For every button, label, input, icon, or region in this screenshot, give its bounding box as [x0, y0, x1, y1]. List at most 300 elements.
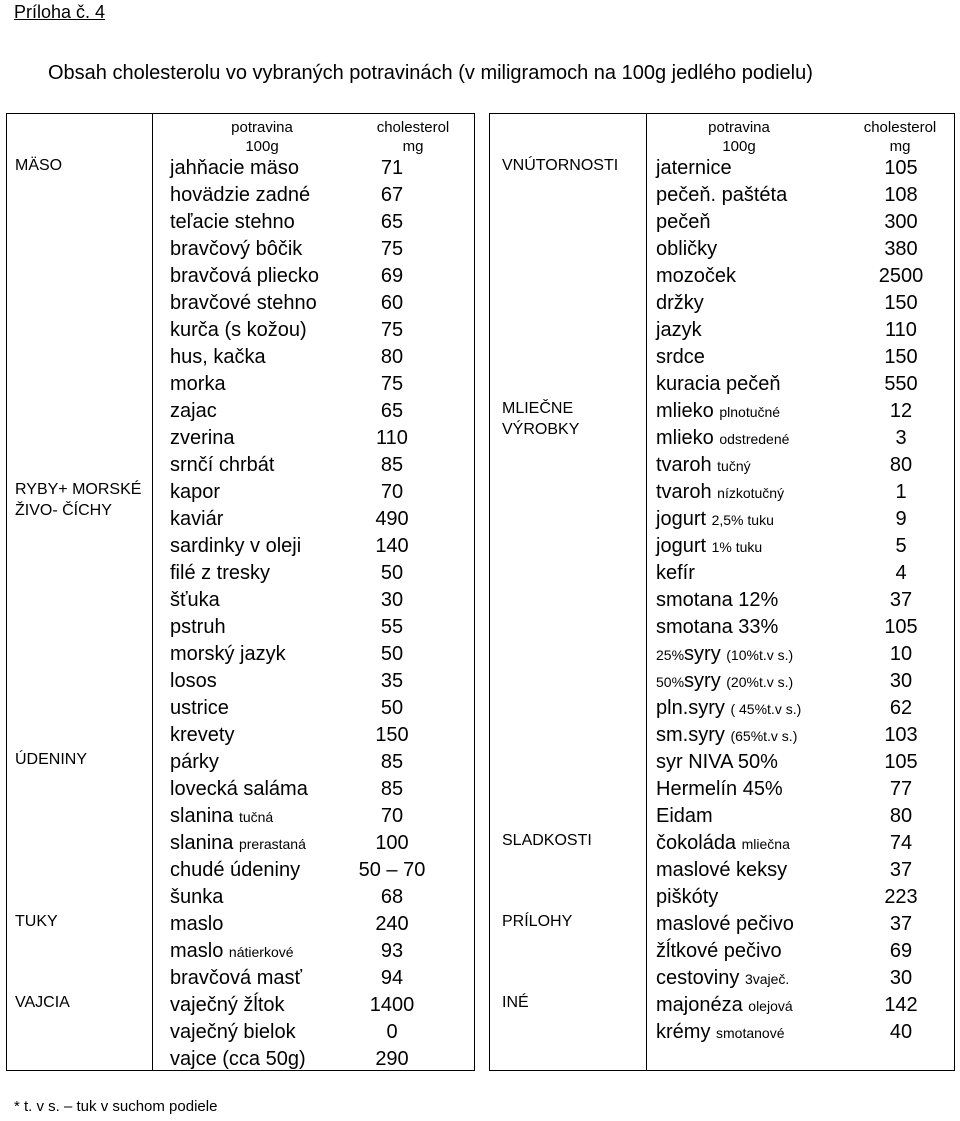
table-row [490, 452, 954, 479]
table-row [7, 317, 474, 344]
table-row [7, 479, 474, 506]
table-row [7, 614, 474, 641]
food-qualifier: ( 45%t.v s.) [730, 701, 802, 717]
cholesterol-value: 75 [380, 319, 404, 341]
food-name [656, 614, 778, 641]
category-label: INÉ [502, 994, 529, 1011]
cholesterol-value: 150 [375, 724, 409, 746]
cholesterol-value: 105 [884, 751, 918, 773]
food-qualifier: 3vaječ. [744, 971, 790, 987]
cholesterol-value: 142 [884, 994, 918, 1016]
category-label: TUKY [15, 913, 58, 930]
food-name [170, 992, 285, 1019]
cholesterol-value: 80 [889, 805, 913, 827]
table-row [7, 506, 474, 533]
food-name [170, 344, 266, 371]
table-row [490, 236, 954, 263]
food-name-text: piškóty [656, 886, 719, 908]
food-name [656, 668, 793, 696]
cholesterol-value: 85 [380, 778, 404, 800]
food-prefix: 25% [656, 647, 685, 663]
food-name [170, 425, 234, 452]
table-row [490, 209, 954, 236]
cholesterol-value: 103 [884, 724, 918, 746]
food-name-text: krémy [656, 1021, 711, 1043]
table-row [7, 1046, 474, 1073]
cholesterol-value: 240 [375, 913, 409, 935]
table-row [7, 344, 474, 371]
cholesterol-value: 50 [380, 643, 404, 665]
cholesterol-value: 3 [895, 427, 907, 449]
table-row [7, 155, 474, 182]
table-row [7, 1019, 474, 1046]
header-chol-line1: cholesterol [376, 119, 450, 136]
food-name-text: mlieko [656, 427, 714, 449]
food-name [656, 911, 794, 938]
food-name-text: párky [170, 751, 219, 773]
food-name-text: vajce (cca 50g) [170, 1048, 306, 1070]
cholesterol-value: 0 [386, 1021, 398, 1043]
table-row [490, 803, 954, 830]
table-row [7, 182, 474, 209]
food-name [656, 236, 717, 263]
food-name [656, 506, 774, 534]
food-name [170, 398, 217, 425]
table-row [490, 668, 954, 695]
food-name [656, 209, 711, 236]
food-name [170, 263, 319, 290]
food-name [170, 1046, 306, 1073]
table-row [7, 938, 474, 965]
table-row [7, 884, 474, 911]
table-row [7, 452, 474, 479]
food-name [170, 371, 226, 398]
table-row [490, 263, 954, 290]
food-name-text: obličky [656, 238, 718, 260]
cholesterol-value: 67 [380, 184, 404, 206]
table-row [7, 533, 474, 560]
food-name [656, 884, 718, 911]
cholesterol-value: 65 [380, 211, 404, 233]
food-name [170, 695, 229, 722]
table-row [490, 857, 954, 884]
table-row [490, 290, 954, 317]
food-name [170, 776, 308, 803]
cholesterol-value: 55 [380, 616, 404, 638]
food-name [656, 776, 783, 803]
cholesterol-value: 10 [889, 643, 913, 665]
food-name-text: zverina [170, 427, 235, 449]
table-row [490, 425, 954, 452]
food-name [656, 263, 736, 290]
food-name-text: kapor [170, 481, 221, 503]
category-label: MÄSO [15, 157, 63, 174]
page-title: Obsah cholesterolu vo vybraných potravinách (v miligramoch na 100g jedlého podielu) [48, 62, 813, 84]
table-row [490, 614, 954, 641]
table-row [490, 155, 954, 182]
food-name [656, 344, 705, 371]
cholesterol-value: 30 [889, 670, 913, 692]
table-row [490, 938, 954, 965]
food-name-text: ustrice [170, 697, 229, 719]
food-name-text: tvaroh [656, 454, 712, 476]
food-name-text: srdce [656, 346, 705, 368]
food-qualifier: 1% tuku [711, 539, 763, 555]
cholesterol-value: 80 [380, 346, 404, 368]
cholesterol-value: 2500 [878, 265, 924, 287]
food-name [170, 182, 310, 209]
food-name-text: morský jazyk [170, 643, 286, 665]
header-cholesterol [850, 118, 950, 156]
header-food [689, 118, 789, 156]
footnote: * t. v s. – tuk v suchom podiele [14, 1098, 218, 1115]
cholesterol-value: 110 [376, 427, 408, 449]
table-row [490, 560, 954, 587]
food-name-text: maslo [170, 913, 224, 935]
cholesterol-value: 30 [380, 589, 404, 611]
food-name [170, 452, 274, 479]
left-table [6, 113, 475, 1071]
food-name-text: žĺtkové pečivo [656, 940, 782, 962]
table-row [7, 965, 474, 992]
header-food-line2: 100g [245, 138, 279, 155]
table-row [490, 722, 954, 749]
table-row [7, 992, 474, 1019]
cholesterol-value: 5 [895, 535, 907, 557]
table-row [7, 830, 474, 857]
cholesterol-value: 70 [380, 805, 404, 827]
table-row [7, 857, 474, 884]
food-name-text: slanina [170, 805, 234, 827]
cholesterol-value: 75 [380, 238, 404, 260]
food-name-text: smotana 33% [656, 616, 779, 638]
food-prefix: 50% [656, 674, 685, 690]
food-name [170, 209, 295, 236]
cholesterol-value: 62 [889, 697, 913, 719]
food-qualifier: nízkotučný [717, 485, 785, 501]
food-name-text: sm.syry [656, 724, 725, 746]
table-row [490, 344, 954, 371]
food-name-text: kaviár [170, 508, 224, 530]
food-name [656, 425, 789, 453]
table-row [490, 1019, 954, 1046]
food-name-text: šunka [170, 886, 224, 908]
food-qualifier: tučná [238, 809, 274, 825]
food-qualifier: prerastaná [238, 836, 306, 852]
food-name-text: bravčový bôčik [170, 238, 303, 260]
food-name-text: pečeň. paštéta [656, 184, 788, 206]
food-name-text: morka [170, 373, 226, 395]
cholesterol-value: 9 [895, 508, 907, 530]
table-row [490, 965, 954, 992]
food-name [656, 398, 780, 426]
food-name-text: filé z tresky [170, 562, 271, 584]
table-row [490, 317, 954, 344]
food-name-text: krevety [170, 724, 235, 746]
food-name [170, 857, 300, 884]
cholesterol-value: 77 [889, 778, 913, 800]
table-row [490, 884, 954, 911]
table-row [7, 911, 474, 938]
cholesterol-value: 93 [380, 940, 404, 962]
food-name-text: bravčová masť [170, 967, 302, 989]
food-name [170, 506, 223, 533]
table-row [7, 263, 474, 290]
food-name [656, 182, 787, 209]
food-name-text: syry [684, 643, 721, 665]
food-name-text: pln.syry [656, 697, 725, 719]
cholesterol-value: 50 [380, 697, 404, 719]
food-qualifier: mliečna [741, 836, 790, 852]
table-row [7, 641, 474, 668]
food-name [170, 533, 301, 560]
food-qualifier: (20%t.v s.) [726, 674, 794, 690]
food-name-text: bravčové stehno [170, 292, 317, 314]
food-name-text: teľacie stehno [170, 211, 295, 233]
cholesterol-value: 37 [889, 859, 913, 881]
food-name-text: majonéza [656, 994, 743, 1016]
food-name-text: jaternice [656, 157, 732, 179]
food-qualifier: (10%t.v s.) [726, 647, 794, 663]
table-row [7, 695, 474, 722]
table-row [7, 209, 474, 236]
table-row [7, 722, 474, 749]
table-row [490, 371, 954, 398]
food-name [170, 479, 220, 506]
table-row [490, 776, 954, 803]
food-name-text: maslové keksy [656, 859, 788, 881]
food-name [170, 641, 286, 668]
food-name [656, 965, 789, 993]
food-name-text: tvaroh [656, 481, 712, 503]
cholesterol-value: 12 [889, 400, 913, 422]
table-row [7, 776, 474, 803]
cholesterol-value: 68 [380, 886, 404, 908]
food-name [656, 749, 778, 776]
category-label: ÚDENINY [15, 751, 88, 768]
food-name [656, 155, 732, 182]
food-name-text: srnčí chrbát [170, 454, 275, 476]
cholesterol-value: 105 [884, 616, 918, 638]
food-name [656, 938, 782, 965]
table-row [490, 479, 954, 506]
header-food-line1: potravina [708, 119, 770, 136]
food-name [170, 614, 226, 641]
table-row [7, 560, 474, 587]
header-cholesterol [363, 118, 463, 156]
food-name [170, 803, 273, 831]
food-name-text: slanina [170, 832, 234, 854]
food-name [656, 371, 781, 398]
table-row [7, 587, 474, 614]
table-row [7, 236, 474, 263]
food-name-text: vaječný žĺtok [170, 994, 285, 1016]
cholesterol-value: 108 [884, 184, 918, 206]
food-name-text: Hermelín 45% [656, 778, 783, 800]
food-name [170, 830, 306, 858]
food-name-text: bravčová pliecko [170, 265, 319, 287]
cholesterol-value: 94 [380, 967, 404, 989]
food-name [656, 641, 793, 669]
food-qualifier: tučný [717, 458, 751, 474]
food-name [656, 452, 751, 480]
cholesterol-value: 85 [380, 454, 404, 476]
food-name-text: šťuka [170, 589, 220, 611]
food-name-text: mlieko [656, 400, 714, 422]
food-name-text: jogurt [656, 535, 707, 557]
food-qualifier: plnotučné [719, 404, 781, 420]
table-row [490, 506, 954, 533]
food-name-text: lovecká saláma [170, 778, 308, 800]
table-row [7, 398, 474, 425]
food-name [656, 1019, 785, 1047]
food-name-text: vaječný bielok [170, 1021, 296, 1043]
food-name [656, 830, 790, 858]
cholesterol-value: 75 [380, 373, 404, 395]
food-name-text: syr NIVA 50% [656, 751, 778, 773]
cholesterol-value: 69 [889, 940, 913, 962]
food-name [656, 857, 787, 884]
food-name [170, 668, 217, 695]
header-food-line1: potravina [231, 119, 293, 136]
food-name-text: losos [170, 670, 217, 692]
header-chol-line2: mg [402, 138, 424, 155]
category-label: VAJCIA [15, 994, 70, 1011]
table-row [490, 992, 954, 1019]
table-row [490, 587, 954, 614]
cholesterol-value: 380 [884, 238, 918, 260]
cholesterol-value: 65 [380, 400, 404, 422]
table-row [490, 830, 954, 857]
cholesterol-value: 60 [380, 292, 404, 314]
cholesterol-value: 105 [884, 157, 918, 179]
table-row [7, 425, 474, 452]
food-name [170, 587, 220, 614]
food-name-text: čokoláda [656, 832, 737, 854]
right-table [489, 113, 955, 1071]
food-name [170, 290, 317, 317]
food-name [170, 155, 299, 182]
food-name [170, 722, 234, 749]
category-label: MLIEČNE VÝROBKY [502, 400, 580, 438]
cholesterol-value: 70 [380, 481, 404, 503]
food-name-text: maslové pečivo [656, 913, 794, 935]
header-chol-line1: cholesterol [863, 119, 937, 136]
food-name-text: maslo [170, 940, 224, 962]
cholesterol-value: 50 [380, 562, 404, 584]
food-qualifier: smotanové [716, 1025, 785, 1041]
food-qualifier: odstredené [719, 431, 790, 447]
food-name-text: cestoviny [656, 967, 740, 989]
food-name [656, 695, 801, 723]
category-label: PRÍLOHY [502, 913, 573, 930]
food-name-text: kefír [656, 562, 695, 584]
cholesterol-value: 140 [375, 535, 409, 557]
cholesterol-value: 150 [884, 292, 918, 314]
food-name-text: jogurt [656, 508, 707, 530]
cholesterol-value: 40 [889, 1021, 913, 1043]
food-name [170, 965, 302, 992]
cholesterol-value: 37 [889, 913, 913, 935]
category-label: VNÚTORNOSTI [502, 157, 619, 174]
cholesterol-value: 223 [884, 886, 918, 908]
cholesterol-value: 35 [380, 670, 404, 692]
food-name-text: mozoček [656, 265, 737, 287]
food-name-text: syry [684, 670, 721, 692]
food-name-text: jazyk [656, 319, 702, 341]
food-name [656, 803, 713, 830]
food-name-text: jahňacie mäso [170, 157, 299, 179]
cholesterol-value: 150 [884, 346, 918, 368]
table-row [490, 641, 954, 668]
food-qualifier: (65%t.v s.) [730, 728, 798, 744]
food-qualifier: 2,5% tuku [711, 512, 774, 528]
table-row [490, 398, 954, 425]
cholesterol-value: 290 [375, 1048, 409, 1070]
cholesterol-value: 80 [889, 454, 913, 476]
food-name [170, 749, 219, 776]
food-name-text: hovädzie zadné [170, 184, 311, 206]
cholesterol-value: 110 [885, 319, 917, 341]
food-name [656, 479, 784, 507]
table-row [7, 668, 474, 695]
category-label: RYBY+ MORSKÉ ŽIVO- ČÍCHY [15, 481, 142, 519]
food-name-text: zajac [170, 400, 217, 422]
cholesterol-value: 490 [375, 508, 409, 530]
food-name [656, 587, 778, 614]
food-name [656, 560, 695, 587]
cholesterol-value: 30 [889, 967, 913, 989]
food-name [656, 533, 762, 561]
food-name-text: kuracia pečeň [656, 373, 781, 395]
food-name [170, 911, 223, 938]
food-name [170, 560, 270, 587]
table-row [7, 371, 474, 398]
table-row [490, 182, 954, 209]
table-row [490, 695, 954, 722]
table-row [7, 749, 474, 776]
cholesterol-value: 550 [884, 373, 918, 395]
cholesterol-value: 85 [380, 751, 404, 773]
food-name [170, 1019, 296, 1046]
food-name [170, 236, 302, 263]
header-chol-line2: mg [889, 138, 911, 155]
table-row [7, 290, 474, 317]
cholesterol-value: 100 [375, 832, 409, 854]
cholesterol-value: 50 – 70 [358, 859, 426, 881]
food-name [656, 992, 793, 1020]
food-qualifier: nátierkové [228, 944, 294, 960]
cholesterol-value: 69 [380, 265, 404, 287]
food-name-text: pečeň [656, 211, 711, 233]
food-name [170, 884, 223, 911]
food-name-text: pstruh [170, 616, 226, 638]
food-name-text: smotana 12% [656, 589, 779, 611]
cholesterol-value: 37 [889, 589, 913, 611]
food-name [656, 290, 704, 317]
table-row [490, 911, 954, 938]
annex-label: Príloha č. 4 [14, 2, 106, 22]
food-name-text: Eidam [656, 805, 713, 827]
cholesterol-value: 71 [380, 157, 404, 179]
food-name [170, 938, 294, 966]
table-row [490, 749, 954, 776]
food-name [170, 317, 307, 344]
cholesterol-value: 1400 [369, 994, 415, 1016]
food-name [656, 722, 797, 750]
category-label: SLADKOSTI [502, 832, 592, 849]
food-name-text: sardinky v oleji [170, 535, 302, 557]
